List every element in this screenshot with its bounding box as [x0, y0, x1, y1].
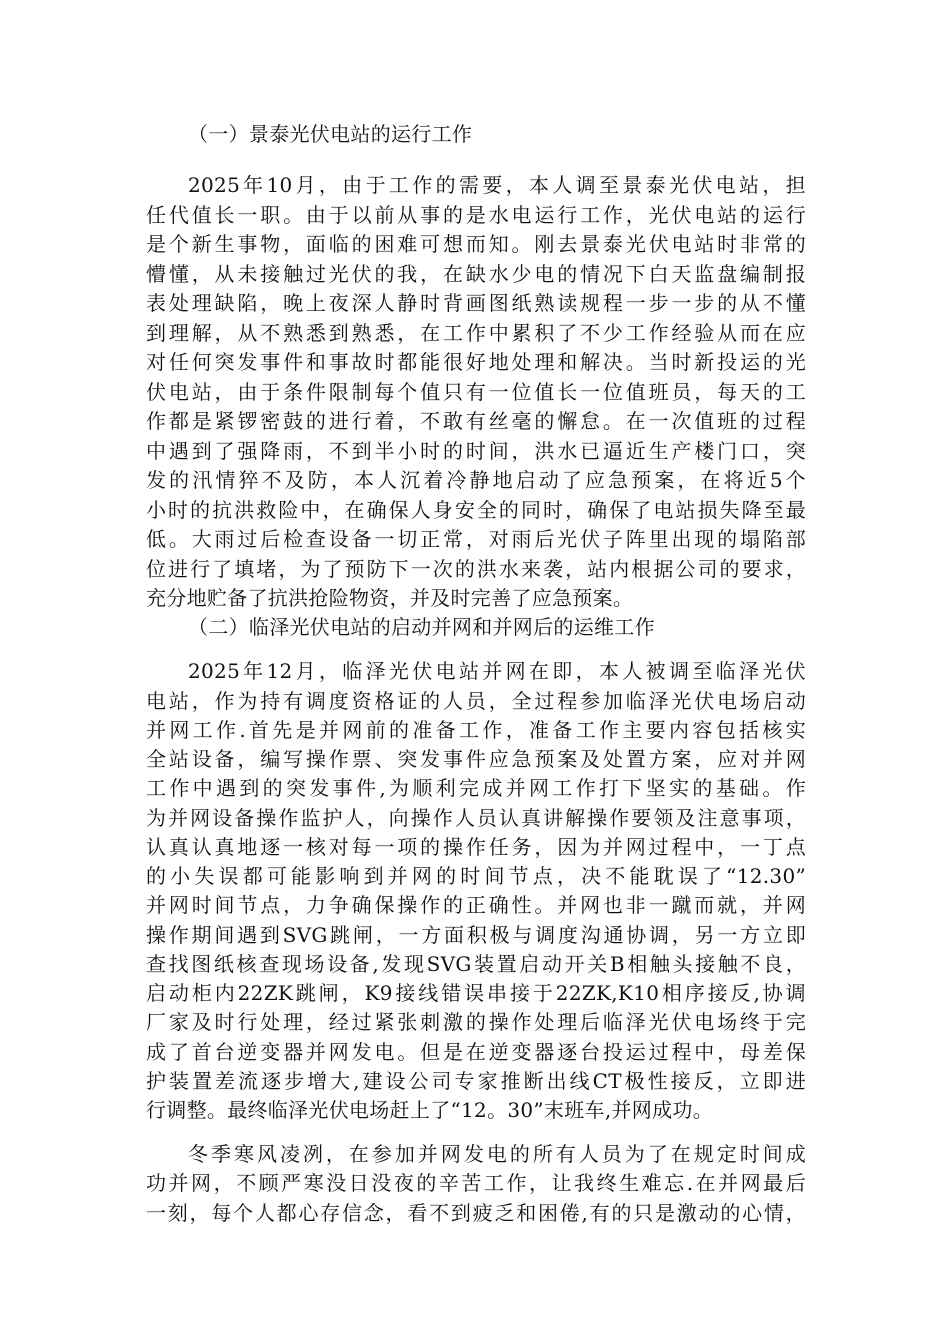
text-line: 充分地贮备了抗洪抢险物资，并及时完善了应急预案。 [146, 586, 634, 610]
text-line: 中遇到了强降雨，不到半小时的时间，洪水已逼近生产楼门口，突 [146, 439, 806, 463]
text-line: 为并网设备操作监护人，向操作人员认真讲解操作要领及注意事项， [146, 806, 806, 830]
text-line: 启动柜内22ZK跳闸，K9接线错误串接于22ZK,K10相序接反,协调 [146, 981, 806, 1005]
text-line: 小时的抗洪救险中，在确保人身安全的同时，确保了电站损失降至最 [146, 498, 806, 522]
text-line: 并网时间节点，力争确保操作的正确性。并网也非一蹴而就，并网 [146, 893, 806, 917]
text-line: 认真认真地逐一核对每一项的操作任务，因为并网过程中，一丁点 [146, 835, 806, 859]
text-line: 冬季寒风凌冽，在参加并网发电的所有人员为了在规定时间成 [188, 1142, 806, 1166]
text-line: 2025年10月，由于工作的需要，本人调至景泰光伏电站，担 [188, 173, 806, 197]
text-line: 低。大雨过后检查设备一切正常，对雨后光伏子阵里出现的塌陷部 [146, 527, 806, 551]
text-line: 的小失误都可能影响到并网的时间节点，决不能耽误了“12.30” [146, 864, 806, 888]
text-line: 成了首台逆变器并网发电。但是在逆变器逐台投运过程中，母差保 [146, 1040, 806, 1064]
text-line: 工作中遇到的突发事件,为顺利完成并网工作打下坚实的基础。作 [146, 776, 806, 800]
text-line: 操作期间遇到SVG跳闸，一方面积极与调度沟通协调，另一方立即 [146, 923, 806, 947]
text-line: 懵懂，从未接触过光伏的我，在缺水少电的情况下白天监盘编制报 [146, 262, 806, 286]
text-line: 厂家及时行处理，经过紧张刺激的操作处理后临泽光伏电场终于完 [146, 1010, 806, 1034]
text-line: 护装置差流逐步增大,建设公司专家推断出线CT极性接反，立即进 [146, 1069, 806, 1093]
text-line: 作都是紧锣密鼓的进行着，不敢有丝毫的懈怠。在一次值班的过程 [146, 409, 806, 433]
text-line: 任代值长一职。由于以前从事的是水电运行工作，光伏电站的运行 [146, 203, 806, 227]
text-line: 表处理缺陷，晚上夜深人静时背画图纸熟读规程一步一步的从不懂 [146, 291, 806, 315]
text-line: 一刻，每个人都心存信念，看不到疲乏和困倦,有的只是激动的心情， [146, 1201, 806, 1225]
text-line: 位进行了填堵，为了预防下一次的洪水来袭，站内根据公司的要求， [146, 557, 806, 581]
text-line: 并网工作.首先是并网前的准备工作，准备工作主要内容包括核实 [146, 718, 806, 742]
text-line: 功并网，不顾严寒没日没夜的辛苦工作，让我终生难忘.在并网最后 [146, 1171, 806, 1195]
text-line: 对任何突发事件和事故时都能很好地处理和解决。当时新投运的光 [146, 350, 806, 374]
text-line: 2025年12月，临泽光伏电站并网在即，本人被调至临泽光伏 [188, 659, 806, 683]
text-line: 行调整。最终临泽光伏电场赶上了“12。30”末班车,并网成功。 [146, 1098, 714, 1122]
text-line: 电站，作为持有调度资格证的人员，全过程参加临泽光伏电场启动 [146, 689, 806, 713]
text-line: 到理解，从不熟悉到熟悉，在工作中累积了不少工作经验从而在应 [146, 321, 806, 345]
text-line: 伏电站，由于条件限制每个值只有一位值长一位值班员，每天的工 [146, 380, 806, 404]
text-line: 发的汛情猝不及防，本人沉着冷静地启动了应急预案，在将近5个 [146, 468, 806, 492]
section-heading-1: （一）景泰光伏电站的运行工作 [188, 122, 473, 146]
text-line: 查找图纸核查现场设备,发现SVG装置启动开关B相触头接触不良， [146, 952, 806, 976]
section-heading-2: （二）临泽光伏电站的启动并网和并网后的运维工作 [188, 615, 655, 639]
text-line: 是个新生事物，面临的困难可想而知。刚去景泰光伏电站时非常的 [146, 232, 806, 256]
text-line: 全站设备，编写操作票、突发事件应急预案及处置方案，应对并网 [146, 747, 806, 771]
